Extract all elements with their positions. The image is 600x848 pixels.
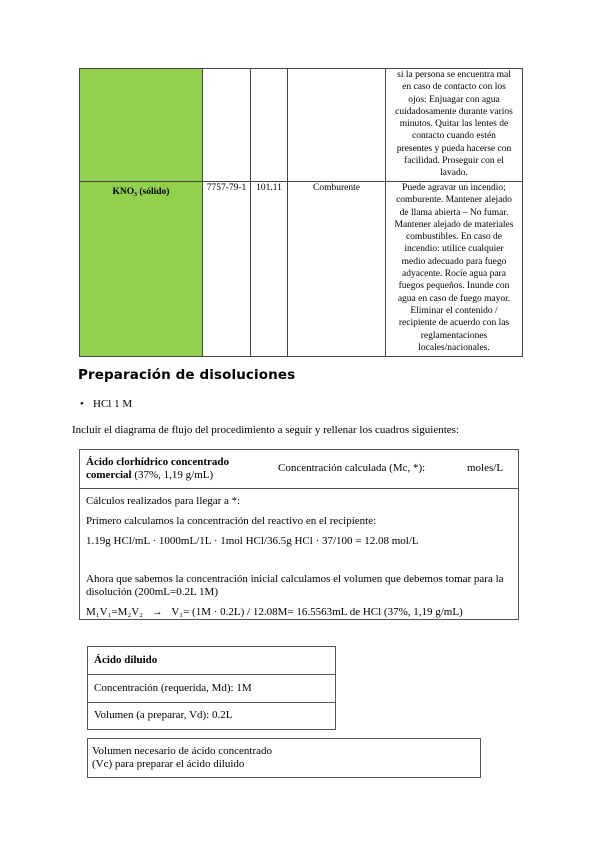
desc-line: medio adecuado para fuego [401, 256, 507, 267]
desc-line: locales/nacionales. [418, 342, 490, 353]
calc-step-1: Primero calculamos la concentración del reactivo en el recipiente: [86, 515, 377, 527]
desc-line: de llama abierta – No fumar. [399, 207, 509, 218]
calculated-concentration-label: Concentración calculada (Mc, *): [278, 462, 426, 474]
desc-line: lavado. [440, 168, 468, 179]
calc-step-2: Ahora que sabemos la concentración inicial calculamos el volumen que debemos tomar para la disolución (200mL=0.2L 1M) [86, 573, 504, 598]
acid-name-line2 [86, 469, 213, 482]
concentrated-acid-box [79, 449, 519, 620]
arrow-right-icon: → [151, 606, 163, 618]
calc-equation-1: 1.19g HCl/mL · 1000mL/1L · 1mol HCl/36.5g HCl · 37/100 = 12.08 mol/L [86, 535, 419, 547]
safety-table [79, 68, 523, 357]
prepare-volume: Volumen (a preparar, Vd): 0.2L [94, 709, 233, 721]
desc-line: combustibles. En caso de [405, 232, 503, 243]
mw-cell [251, 69, 288, 182]
desc-line: reglamentaciones [420, 330, 488, 341]
desc-line: si la persona se encuentra mal [397, 70, 511, 80]
acid-name-spec: (37%, 1,19 g/mL) [131, 469, 214, 481]
molecular-weight: 101.11 [251, 182, 288, 357]
desc-line: adyacente. Rocíe agua para [402, 269, 506, 280]
hazard-description [386, 69, 523, 182]
desc-line: presentes y pueda hacerse con [396, 143, 512, 154]
bullet-item: HCl 1 M [93, 398, 133, 410]
diluted-acid-box [87, 646, 336, 730]
concentration-unit: moles/L [467, 462, 504, 474]
required-concentration: Concentración (requerida, Md): 1M [94, 682, 252, 694]
dilution-formula: M₁V₁=M₂V₂ [86, 606, 143, 618]
desc-line: cuidadosamente durante varios [395, 106, 513, 117]
compound-name: KNO₃ (sólido) [80, 182, 203, 357]
class-cell [288, 69, 386, 182]
desc-line: Puede agravar un incendio; [402, 183, 506, 193]
calculations-title: Cálculos realizados para llegar a *: [86, 495, 241, 507]
desc-line: minutos. Quitar las lentes de [399, 119, 509, 130]
volume-box-line2: (Vc) para preparar el ácido diluido [92, 758, 245, 770]
bullet-icon: • [80, 398, 84, 410]
desc-line: facilidad. Proseguir con el [404, 156, 504, 167]
desc-line: incendio: utilice cualquier [404, 244, 504, 255]
diluted-conc-row [88, 675, 335, 703]
desc-line: Mantener alejado de materiales [394, 219, 514, 230]
table-row [80, 69, 523, 182]
diluted-acid-title-row [88, 647, 335, 675]
acid-name-line1: Ácido clorhídrico concentrado [86, 456, 229, 468]
acid-name-bold: comercial [86, 469, 132, 481]
volume-result: V₁= (1M · 0.2L) / 12.08M= 16.5563mL de HCl (37%, 1,19 g/mL) [171, 606, 463, 618]
concentrated-volume-box [87, 738, 481, 778]
desc-line: recipiente de acuerdo con las [398, 318, 510, 329]
volume-box-line1: Volumen necesario de ácido concentrado [92, 745, 273, 757]
desc-line: ojos: Enjuagar con agua [408, 94, 500, 105]
cas-number: 7757-79-1 [203, 182, 251, 357]
desc-line: en caso de contacto con los [402, 82, 506, 93]
calc-equation-2 [86, 606, 463, 619]
table-row [80, 182, 523, 357]
hazard-description [386, 182, 523, 357]
hazard-class: Comburente [288, 182, 386, 357]
cas-cell [203, 69, 251, 182]
compound-cell [80, 69, 203, 182]
desc-line: agua en caso de fuego mayor. [397, 293, 511, 304]
desc-line: comburente. Mantener alejado [396, 195, 512, 206]
desc-line: Eliminar el contenido / [410, 305, 498, 316]
section-title: Preparación de disoluciones [78, 367, 296, 383]
desc-line: contacto cuando estén [412, 131, 496, 142]
desc-line: fuegos pequeños. Inunde con [398, 281, 510, 292]
intro-text: Incluir el diagrama de flujo del procedimiento a seguir y rellenar los cuadros siguientes: [72, 424, 460, 436]
diluted-acid-title: Ácido diluido [94, 654, 158, 666]
concentrated-acid-header [80, 450, 518, 489]
